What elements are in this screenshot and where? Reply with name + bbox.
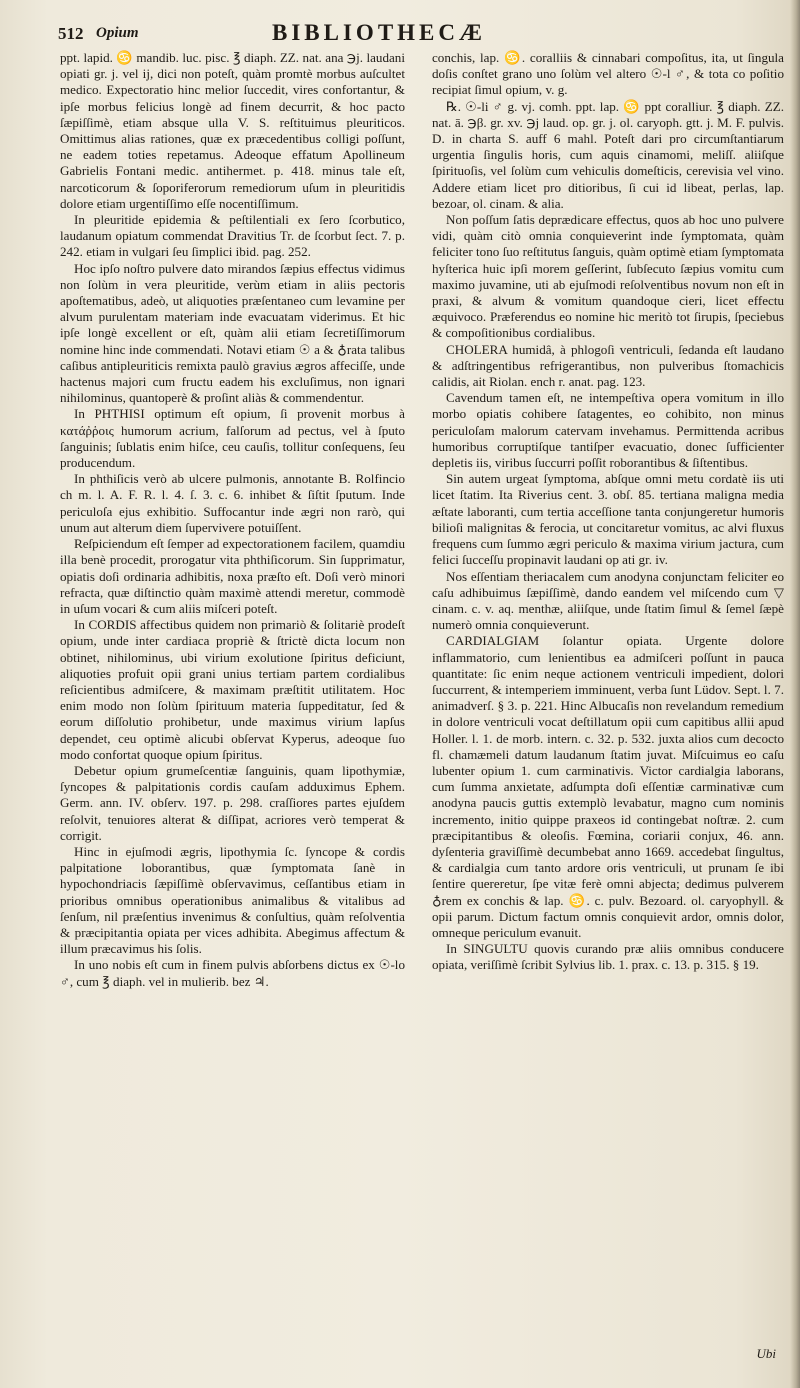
page-edge-shadow xyxy=(790,0,800,1388)
paragraph: Reſpiciendum eſt ſemper ad expectorationem facilem, quamdiu illa benè procedit, prorogatur vita phthiſicorum. Sin ſupprimatur, opiatis doſi ordinaria adhibitis, noxa præſto eſt. Doſi verò minori refracta, quæ diſtinctio quàm maximè attendi meretur, commodè in uſum vocari & cum aliis miſceri poteſt. xyxy=(60,536,405,616)
paragraph: CARDIALGIAM ſolantur opiata. Urgente dolore inflammatorio, cum lenientibus ea admiſceri poſſunt in pauca quantitate: ſic enim neque actionem ventriculi impedient, dolori ſuccurrent, & intemperiem imminuent, verba ſunt Lüdov. Sept. l. 7. animadverſ. § 3. p. 221. Hinc Albucaſis non revelandum remedium in dolore ventriculi vocat deſtillatum opii cum capitibus allii apud Holler. l. 1. de morb. intern. c. 32. p. 532. juxta alios cum decocto fl. chamæmeli datum laudanum ſtatim juvat. Miſcuimus eo caſu lubenter opium 1. cum carminativis. Victor cardialgia laborans, cum ſumma anxietate, adſumpta doſi eſſentiæ carminativæ cum anodyna paucis guttis extemplò levabatur, magno cum nominis incremento, initio quippe praxeos id contingebat noſtræ. 2. cum præcipitantibus & oleoſis. Fœmina, coriarii conjux, 46. ann. dyſenteria graviſſimè decumbebat anno 1669. accedebat ſingultus, & cardialgia cum tanto ardore oris ventriculi, ut prunam ſe ibi ſentire quereretur, ſpe vitæ ferè omni abjecta; dedimus pulverem ♁rem ex conchis & lap. ♋. c. pulv. Bezoard. ol. caryophyll. & opii parum. Dictum factum omnis conquievit ardor, omnis dolor, omneque periculum evanuit. xyxy=(432,633,784,940)
paragraph: In pleuritide epidemia & peſtilentiali ex ſero ſcorbutico, laudanum opiatum commendat Dravitius Tr. de ſcorbut ſect. 7. p. 242. etiam in vulgari ſeu ſimplici ibid. pag. 252. xyxy=(60,212,405,260)
paragraph: Hoc ipſo noſtro pulvere dato mirandos ſæpius effectus vidimus non ſolùm in vera pleuritide, verùm etiam in aliis pectoris apoſtematibus, adeò, ut aliquoties præſentaneo cum levamine per alvum purulentam materiam inde evacuatam viderimus. Et hic ipſe longè excellent or eſt, quàm alii etiam ſecretiſſimorum nomine hinc inde commendati. Notavi etiam ☉ a & ♁rata talibus caſibus antipleuriticis remixta paulò gravius ægros affeciſſe, unde hactenus majori cum fructu eadem his excluſimus, non ignari nihilominus, quantoperè & proſint aliàs & commendentur. xyxy=(60,260,405,406)
left-column xyxy=(60,50,405,1355)
paragraph: In phthiſicis verò ab ulcere pulmonis, annotante B. Rolfincio ch m. l. A. F. R. l. 4. ſ. 3. c. 6. inhibet & ſiſtit ſputum. Inde periculoſa ejus exhibitio. Suffocantur inde ægri non rarò, qui unum aut alterum diem ſupervivere potuiſſent. xyxy=(60,471,405,535)
paragraph: In CORDIS affectibus quidem non primariò & ſolitariè prodeſt opium, unde inter cardiaca propriè & ſtrictè dicta locum non obtinet, nihilominus, ubi virium exolutione ſpiritus deficiunt, aliquoties profuit opii grani unius tertiam partem cordialibus reſicientibus admiſcere, & maximam præſtitit utilitatem. Hoc enim modo non ſolùm ſpirituum materia ſuppeditatur, ſed & eorum diſſolutio prohibetur, unde maximus virium lapſus dependet, ceu optimè alicubi obſervat Kyperus, adeoque ſuo modo confortat quoque opium ſpiritus. xyxy=(60,617,405,762)
paragraph: Nos eſſentiam theriacalem cum anodyna conjunctam feliciter eo caſu adhibuimus ſæpiſſimè, dando eandem vel miſcendo cum ▽ cinam. c. v. aq. menthæ, aliiſque, unde ſtatim ſimul & ſemel ſæpè numerò omnia conquieverunt. xyxy=(432,568,784,633)
paragraph: ppt. lapid. ♋ mandib. luc. pisc. ℥ diaph. ZZ. nat. ana ℈j. laudani opiati gr. j. vel ij, dici non poteſt, quàm promtè morbus auſcultet medico. Expectoratio hinc melior ſuccedit, vires confortantur, & ipſe morbus felicius longè ad finem decurrit, & hoc pacto ſæpiſſimè, etiam absque ulla V. S. reſtituimus pleuriticos. Omittimus alias rationes, quæ ex præcedentibus colligi poſſunt, ne eadem toties repetamus. Adeoque effatum Apollineum Gabrielis Fontani medic. antihermet. p. 418. minus tale eſt, narcoticorum & ſoporiferorum remediorum uſum in pleuritidis dolore etiam urgentiſſimo eſſe nocentiſſimum. xyxy=(60,50,405,211)
paragraph: Sin autem urgeat ſymptoma, abſque omni metu cordatè iis uti licet ſtatim. Ita Riverius cent. 3. obſ. 85. tertiana maligna media æſtate laboranti, cum tertia acceſſione tanta conjungeretur humoris bilioſi malignitas & ferocia, ut concitaretur vomitus, ac alvi fluxus frequens cum ſummo ægri periculo & maxima virium jactura, cum felici ſucceſſu propinavit laudani op ati gr. iv. xyxy=(432,471,784,568)
paragraph: In uno nobis eſt cum in finem pulvis abſorbens dictus ex ☉-lo ♂, cum ℥ diaph. vel in mulierib. bez ♃. xyxy=(60,957,405,989)
paragraph: In PHTHISI optimum eſt opium, ſi provenit morbus à κατάῤῥοις humorum acrium, falſorum ad pectus, vel à ſputo ſanguinis; ſublatis enim hiſce, ceu cauſis, tollitur conſequens, ſeu producendum. xyxy=(60,406,405,471)
paragraph: CHOLERA humidâ, à phlogoſi ventriculi, ſedanda eſt laudano & adſtringentibus refrigerantibus, non pulveribus ſtomachicis calidis, ait Riolan. ench r. anat. pag. 123. xyxy=(432,341,784,390)
paragraph: Non poſſum ſatis deprædicare effectus, quos ab hoc uno pulvere vidi, quàm citò omnia conquieverint inde ſymptomata, quàm feliciter tono ſuo reſtitutus ſanguis, quàm optimè etiam ſymptomata hyſterica huic ipſi morem geſſerint, ſubſecuto ſæpius vomitu cum maximo juvamine, uti ab ejuſmodi reſolventibus novum non eſt in praxi, & alvum & vomitum quandoque cieri, licet effectu æquivoco. Præferendus eo nomine hic meritò tot ſirupis, ſpeciebus & compoſitionibus cordialibus. xyxy=(432,212,784,341)
paragraph: In SINGULTU quovis curando præ aliis omnibus conducere opiata, veriſſimè ſcribit Sylvius lib. 1. prax. c. 13. p. 315. § 19. xyxy=(432,941,784,973)
page-header xyxy=(58,20,778,48)
page-number: 512 xyxy=(58,24,84,43)
running-title: Opium xyxy=(96,25,139,41)
paragraph: Hinc in ejuſmodi ægris, lipothymia ſc. ſyncope & cordis palpitatione loborantibus, quæ ſymptomata ſanè in hypochondriacis ſæpiſſimè obſervavimus, ceſſantibus etiam in prioribus omnibus operationibus animalibus & vitalibus ad ſenſum, nil præſentius invenimus & conſultius, quàm reſolventia & præcipitantia opiata per vices adhibita. Abegimus affectum & illum præcavimus his ſolis. xyxy=(60,843,405,957)
paragraph: ℞. ☉-li ♂ g. vj. comh. ppt. lap. ♋ ppt coralliur. ℥ diaph. ZZ. nat. ā. ℈β. gr. xv. ℈j laud. op. gr. j. ol. caryoph. gtt. j. M. F. pulvis. D. in charta S. auff 6 mahl. Poteſt dari pro circumſtantiarum urgentia ſingulis horis, cum aquis cinamomi, meliſſ. aliiſque ſpirituoſis, vel ſolùm cum vehiculis domeſticis, cerevisia vel vino. Addere etiam licet pro ditioribus, ſi cui id libeat, perlas, lap. bezoar, ol. cinam. & alia. xyxy=(432,98,784,211)
catchword: Ubi xyxy=(756,1346,776,1361)
right-column xyxy=(432,50,784,1355)
paragraph: conchis, lap. ♋. coralliis & cinnabari compoſitus, ita, ut ſingula doſis conſtet grano uno ſolùm vel altero ☉-l ♂, & tota co poſitio recipiat ſimul opium, v. g. xyxy=(432,50,784,98)
paragraph: Debetur opium grumeſcentiæ ſanguinis, quam lipothymiæ, ſyncopes & palpitationis cordis cauſam adduximus Ephem. Germ. ann. IV. obſerv. 197. p. 298. craſſiores partes ejuſdem reſolvit, tenuiores alterat & diſſipat, acriores verò temperat & corrigit. xyxy=(60,762,405,843)
page-title: BIBLIOTHECÆ xyxy=(272,20,486,45)
paragraph: Cavendum tamen eſt, ne intempeſtiva opera vomitum in illo morbo opiatis cohibere ſatagentes, eo cohibito, non minus periculoſam malorum catervam invehamus. Permittenda acribus humoribus corruptiſque tantiſper evacuatio, donec ſufficienter depletis iis, viribus ſuccurri poſſit roborantibus & ſiſtentibus. xyxy=(432,390,784,471)
